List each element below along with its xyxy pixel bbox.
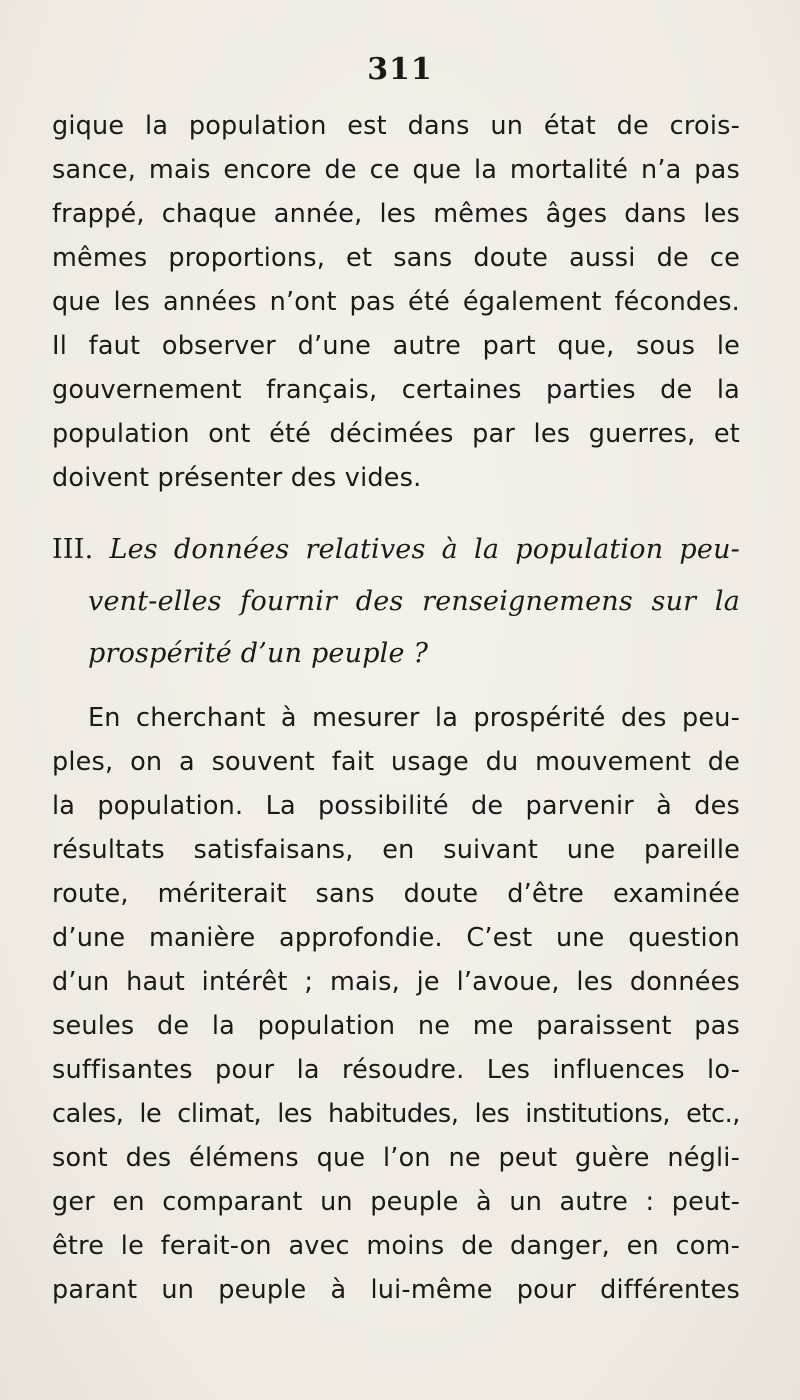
paragraph-line: cales, le climat, les habitudes, les institutions, etc., xyxy=(52,1099,740,1129)
paragraph-line: d’une manière approfondie. C’est une question xyxy=(52,923,740,953)
paragraph-line: seules de la population ne me paraissent pas xyxy=(52,1011,740,1041)
section-heading-line xyxy=(52,528,740,572)
paragraph-line: mêmes proportions, et sans doute aussi de ce xyxy=(52,243,740,273)
paragraph-line: résultats satisfaisans, en suivant une pareille xyxy=(52,835,740,865)
section-heading-line-last: prospérité d’un peuple ? xyxy=(88,638,429,669)
paragraph-line: parant un peuple à lui-même pour différentes xyxy=(52,1275,740,1305)
paragraph-line: sont des élémens que l’on ne peut guère négli- xyxy=(52,1143,740,1173)
page-number: 311 xyxy=(367,52,433,87)
paragraph-line: suffisantes pour la résoudre. Les influences lo- xyxy=(52,1055,740,1085)
paragraph-line: être le ferait-on avec moins de danger, en com- xyxy=(52,1231,740,1261)
paragraph-line: la population. La possibilité de parvenir à des xyxy=(52,791,740,821)
paragraph-line: ples, on a souvent fait usage du mouvement de xyxy=(52,747,740,777)
section-number: III. xyxy=(52,534,94,565)
paragraph-line: d’un haut intérêt ; mais, je l’avoue, les données xyxy=(52,967,740,997)
paragraph-line: route, mériterait sans doute d’être examinée xyxy=(52,879,740,909)
paragraph-line: frappé, chaque année, les mêmes âges dans les xyxy=(52,199,740,229)
paragraph-line: gique la population est dans un état de crois- xyxy=(52,111,740,141)
paragraph-line: population ont été décimées par les guerres, et xyxy=(52,419,740,449)
paragraph-line: En cherchant à mesurer la prospérité des peu- xyxy=(88,703,740,733)
paragraph-line-last: doivent présenter des vides. xyxy=(52,463,422,493)
section-heading-line: vent-elles fournir des renseignemens sur la xyxy=(88,586,740,617)
paragraph-line: que les années n’ont pas été également fécondes. xyxy=(52,287,740,317)
paragraph-line: gouvernement français, certaines parties de la xyxy=(52,375,740,405)
paragraph-line: Il faut observer d’une autre part que, sous le xyxy=(52,331,740,361)
section-heading-text: Les données relatives à la population peu- xyxy=(109,534,740,565)
paragraph-line: sance, mais encore de ce que la mortalité n’a pas xyxy=(52,155,740,185)
paragraph-line: ger en comparant un peuple à un autre : peut- xyxy=(52,1187,740,1217)
